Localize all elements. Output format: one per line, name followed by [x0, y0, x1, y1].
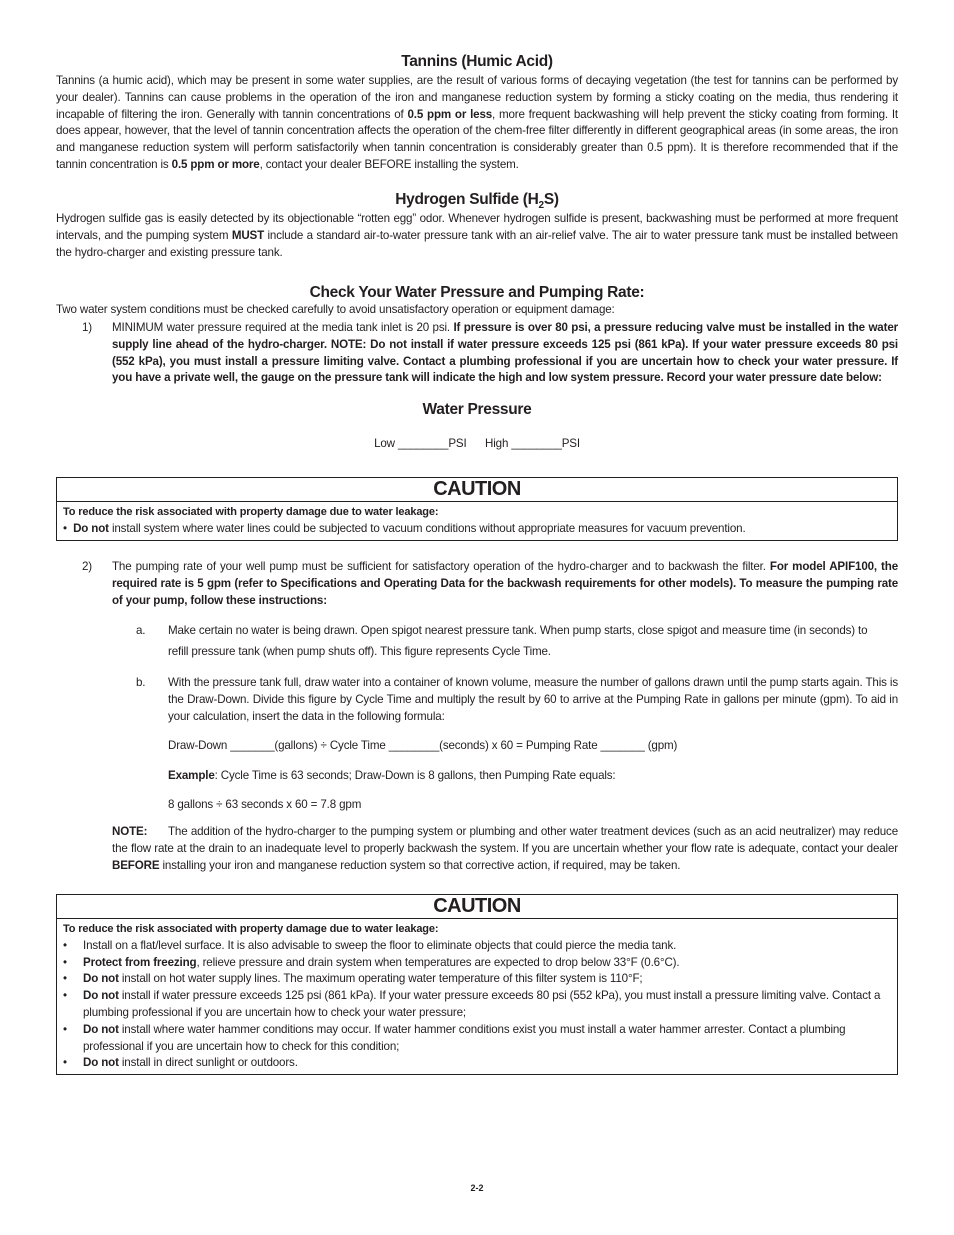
caution-title: CAUTION [57, 895, 897, 919]
item2-text-bold: For model APIF100, the required rate is 5 gpm (refer to Specifications and Operating Data for the backwash requirements for other models). To measure the pumping rate of your pump, follow these instructions: [112, 560, 898, 607]
item1-text-bold: If pressure is over 80 psi, a pressure reducing valve must be installed in the water supply line ahead of the hydro-charger. NOTE: Do not install if water pressure exceeds 125 psi (861 kPa). If your water pressure exceeds 80 psi (552 kPa), you must install a pressure limiting valve. Contact a plumbing professional if you are uncertain how to check your water pressure. If you have a private well, the gauge on the pressure tank will indicate the high and low system pressure. Record your water pressure date below: [112, 321, 898, 385]
caution-item-text: Install on a flat/level surface. It is also advisable to sweep the floor to eliminate objects that could pierce the media tank. [83, 938, 677, 952]
note-text-2: installing your iron and manganese reduction system so that corrective action, if required, may be taken. [159, 858, 681, 872]
caution-item-text: install system where water lines could be subjected to vacuum conditions without appropriate measures for vacuum prevention. [108, 521, 746, 535]
water-pressure-fields: Low ________PSI High ________PSI [374, 437, 580, 450]
bullet: • [63, 1022, 67, 1036]
caution-item-text: install if water pressure exceeds 125 psi (861 kPa). If your water pressure exceeds 80 psi (552 kPa), you must install a pressure limiting valve. Contact a plumbing professional if you are uncertain how to check your water pressure; [83, 989, 881, 1019]
bullet: • [63, 1056, 67, 1070]
h2s-bold: MUST [231, 228, 265, 242]
caution-content [57, 502, 897, 540]
caution-item-bold: Protect from freezing [83, 955, 197, 969]
step-b-text: With the pressure tank full, draw water into a container of known volume, measure the number of gallons drawn until the pump starts again. This is the Draw-Down. Divide this figure by Cycle Time and multiply the result by 60 to arrive at the Pumping Rate in gallons per minute (gpm). To aid in your calculation, insert the data in the following formula: [168, 676, 898, 723]
h2s-paragraph [56, 211, 898, 261]
caution-item-text: install in direct sunlight or outdoors. [118, 1056, 298, 1070]
caution-item [63, 1055, 891, 1072]
tannins-text-3: , contact your dealer BEFORE installing the system. [259, 157, 519, 171]
caution-item [63, 1022, 891, 1056]
h2s-text-2: include a standard air-to-water pressure tank with an air-relief valve. The air to water pressure tank must be installed between the hydro-charger and existing pressure tank. [56, 228, 898, 259]
h2s-text-1: Hydrogen sulfide gas is easily detected by its objectionable “rotten egg” odor. Whenever hydrogen sulfide is present, backwashing must be performed at more frequent intervals, and the pumping system [56, 212, 898, 242]
item1-number: 1) [82, 321, 93, 334]
item2-text-plain: The pumping rate of your well pump must be sufficient for satisfactory operation of the hydro-charger and to backwash the filter. [112, 560, 770, 573]
bullet: • [63, 521, 67, 535]
step-a-text-2: refill pressure tank (when pump shuts off). This figure represents Cycle Time. [168, 645, 551, 658]
caution-item-bold: Do not [83, 989, 119, 1003]
step-a-text-1: Make certain no water is being drawn. Open spigot nearest pressure tank. When pump starts, close spigot and measure time (in seconds) to [168, 624, 868, 637]
example-text: : Cycle Time is 63 seconds; Draw-Down is 8 gallons, then Pumping Rate equals: [214, 769, 616, 782]
tannins-text-1: Tannins (a humic acid), which may be present in some water supplies, are the result of various forms of decaying vegetation (the test for tannins can be performed by your dealer). Tannins can cause problems in the operation of the iron and manganese reduction system by forming a sticky coating on the media, thus rendering it incapable of filtering the iron. Generally with tannin concentrations of [56, 74, 898, 121]
caution-item [63, 988, 891, 1022]
item2-number: 2) [82, 560, 93, 573]
caution-title: CAUTION [57, 478, 897, 502]
pressure-intro: Two water system conditions must be checked carefully to avoid unsatisfactory operation or equipment damage: [56, 303, 615, 316]
caution-item-text: install where water hammer conditions may occur. If water hammer conditions exist you must install a water hammer arrester. Contact a plumbing professional if you are uncertain how to check for this condition; [83, 1022, 846, 1053]
caution-box-vacuum [56, 477, 898, 541]
h2s-heading [56, 191, 898, 211]
page-number: 2-2 [470, 1183, 484, 1193]
tannins-paragraph [56, 73, 898, 174]
note-paragraph [112, 824, 898, 874]
note-text-1: The addition of the hydro-charger to the pumping system or plumbing and other water treatment devices (such as an acid neutralizer) may reduce the flow rate at the drain to an inadequate level to properly backwash the system. If you are uncertain whether your flow rate is adequate, contact your dealer [112, 825, 898, 855]
h2s-heading-pre: Hydrogen Sulfide (H [395, 191, 539, 208]
caution-box-installation [56, 894, 898, 1075]
tannins-heading: Tannins (Humic Acid) [401, 53, 553, 70]
caution-item-text: , relieve pressure and drain system when temperatures are expected to drop below 33°F (0.6°C). [196, 955, 680, 969]
item1-text-plain: MINIMUM water pressure required at the media tank inlet is 20 psi. [112, 321, 454, 334]
step-a-label: a. [136, 624, 146, 637]
bullet: • [63, 955, 67, 969]
caution-item-bold: Do not [73, 521, 109, 535]
caution-content [57, 919, 897, 1074]
caution-item [63, 955, 891, 972]
water-pressure-heading: Water Pressure [422, 401, 532, 418]
caution-lead: To reduce the risk associated with property damage due to water leakage: [63, 506, 439, 518]
caution-item-bold: Do not [83, 1056, 119, 1070]
step-b-label: b. [136, 676, 146, 689]
caution-item-bold: Do not [83, 1022, 119, 1036]
example-label: Example [168, 769, 215, 782]
h2s-heading-post: S) [543, 191, 559, 208]
tannins-bold-2: 0.5 ppm or more [171, 157, 260, 171]
pressure-heading: Check Your Water Pressure and Pumping Rate: [309, 284, 645, 301]
caution-lead: To reduce the risk associated with property damage due to water leakage: [63, 923, 439, 935]
tannins-bold-1: 0.5 ppm or less [407, 107, 493, 121]
tannins-text-2: , more frequent backwashing will help prevent the sticky coating from forming. It does appear, however, that the level of tannin concentration affects the operation of the chem-free filter differently in different geographical areas (in some areas, the iron and manganese reduction system will perform satisfactorily when tannin concentration is considerably greater than 0.5 ppm). It is therefore recommended that if the tannin concentration is [56, 107, 898, 171]
note-bold: BEFORE [112, 858, 160, 872]
h2s-heading-sub: 2 [538, 200, 544, 212]
caution-item [63, 938, 891, 955]
example-line [168, 768, 898, 785]
example-calculation: 8 gallons ÷ 63 seconds x 60 = 7.8 gpm [168, 798, 362, 811]
caution-item-bold: Do not [83, 972, 119, 986]
note-label: NOTE: [112, 825, 148, 838]
caution-item [63, 521, 891, 538]
caution-item-text: install on hot water supply lines. The maximum operating water temperature of this filter system is 110°F; [118, 972, 643, 986]
pumping-formula: Draw-Down _______(gallons) ÷ Cycle Time ________(seconds) x 60 = Pumping Rate _______ (gpm) [168, 739, 678, 752]
bullet: • [63, 938, 67, 952]
item2-text [112, 559, 898, 609]
bullet: • [63, 972, 67, 986]
bullet: • [63, 989, 67, 1003]
item1-text [112, 320, 898, 387]
caution-item [63, 971, 891, 988]
